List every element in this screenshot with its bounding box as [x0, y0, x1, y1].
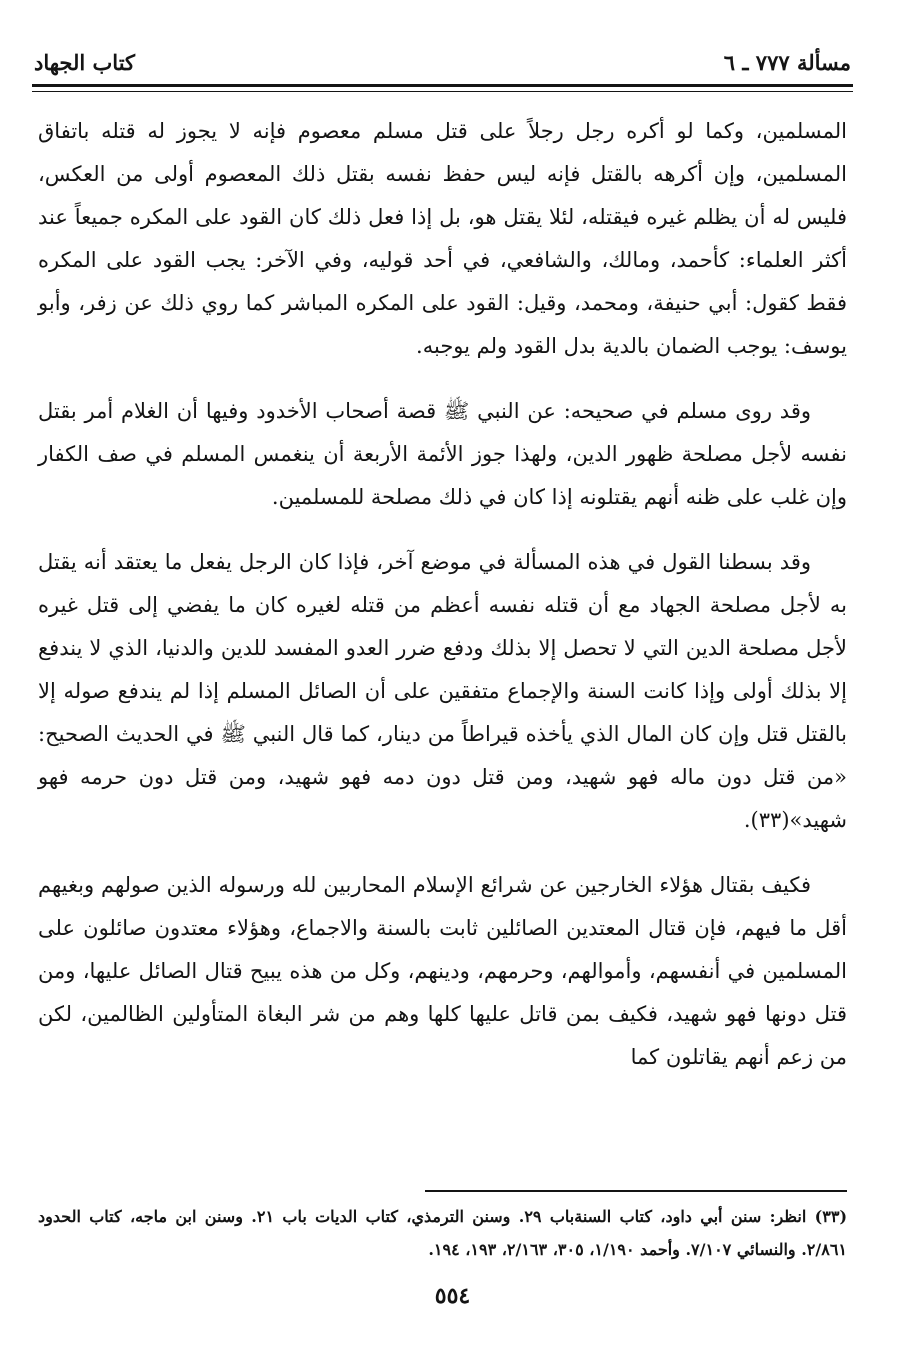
paragraph: فكيف بقتال هؤلاء الخارجين عن شرائع الإسلام المحاربين لله ورسوله الذين صولهم وبغيهم أقل ما فيهم، فإن قتال المعتدين الصائلين ثابت بالسنة والاجماع، وهؤلاء معتدون صائلون على المسلمين في أنفسهم، وأموالهم، وحرمهم، ودينهم، وكل من هذه يبيح قتال الصائل عليها، ومن قتل دونها فهو شهيد، فكيف بمن قاتل عليها كلها وهم من شر البغاة المتأولين الظالمين، لكن من زعم أنهم يقاتلون كما [38, 873, 847, 1069]
page-number: ٥٥٤ [434, 1283, 471, 1309]
footnote: (٣٣) انظر: سنن أبي داود، كتاب السنةباب ٢٩. وسنن الترمذي، كتاب الديات باب ٢١. وسنن ابن ماجه، كتاب الحدود ٢/٨٦١. والنسائي ٧/١٠٧. وأحمد ١/١٩٠، ٣٠٥، ٢/١٦٣، ١٩٣، ١٩٤. [38, 1207, 848, 1259]
paragraph: المسلمين، وكما لو أكره رجل رجلاً على قتل مسلم معصوم فإنه لا يجوز له قتله باتفاق المسلمين، وإن أكرهه بالقتل فإنه ليس حفظ نفسه بقتل ذلك المعصوم أولى من العكس، فليس له أن يظلم غيره فيقتله، لئلا يقتل هو، بل إذا فعل ذلك كان القود على المكره جميعاً عند أكثر العلماء: كأحمد، ومالك، والشافعي، في أحد قوليه، وفي الآخر: يجب القود على المكره فقط كقول: أبي حنيفة، ومحمد، وقيل: القود على المكره المباشر كما روي ذلك عن زفر، وأبو يوسف: يوجب الضمان بالدية بدل القود ولم يوجبه. [38, 119, 847, 358]
footnote-separator [425, 1190, 847, 1192]
header-rule [32, 84, 853, 87]
main-text [38, 110, 847, 1101]
issue-number: مسألة ٧٧٧ ـ ٦ [723, 49, 851, 75]
header-rule-thin [32, 91, 853, 92]
paragraph: وقد بسطنا القول في هذه المسألة في موضع آخر، فإذا كان الرجل يفعل ما يعتقد أنه يقتل به لأجل مصلحة الجهاد مع أن قتله نفسه أعظم من قتله لغيره كان ما يفضي إلى قتل غيره لأجل مصلحة الدين التي لا تحصل إلا بذلك ودفع ضرر العدو المفسد للدين والدنيا، الذي لا يندفع إلا بذلك أولى وإذا كانت السنة والإجماع متفقين على أن الصائل المسلم إذا لم يندفع صوله إلا بالقتل قتل وإن كان المال الذي يأخذه قيراطاً من دينار، كما قال النبي ﷺ في الحديث الصحيح: «من قتل دون ماله فهو شهيد، ومن قتل دون دمه فهو شهيد، ومن قتل دون حرمه فهو شهيد»(٣٣). [38, 550, 847, 832]
book-title: كتاب الجهاد [34, 49, 136, 75]
paragraph: وقد روى مسلم في صحيحه: عن النبي ﷺ قصة أصحاب الأخدود وفيها أن الغلام أمر بقتل نفسه لأجل مصلحة ظهور الدين، ولهذا جوز الأئمة الأربعة أن ينغمس المسلم في صف الكفار وإن غلب على ظنه أنهم يقتلونه إذا كان في ذلك مصلحة للمسلمين. [38, 399, 847, 509]
running-header [34, 44, 851, 80]
